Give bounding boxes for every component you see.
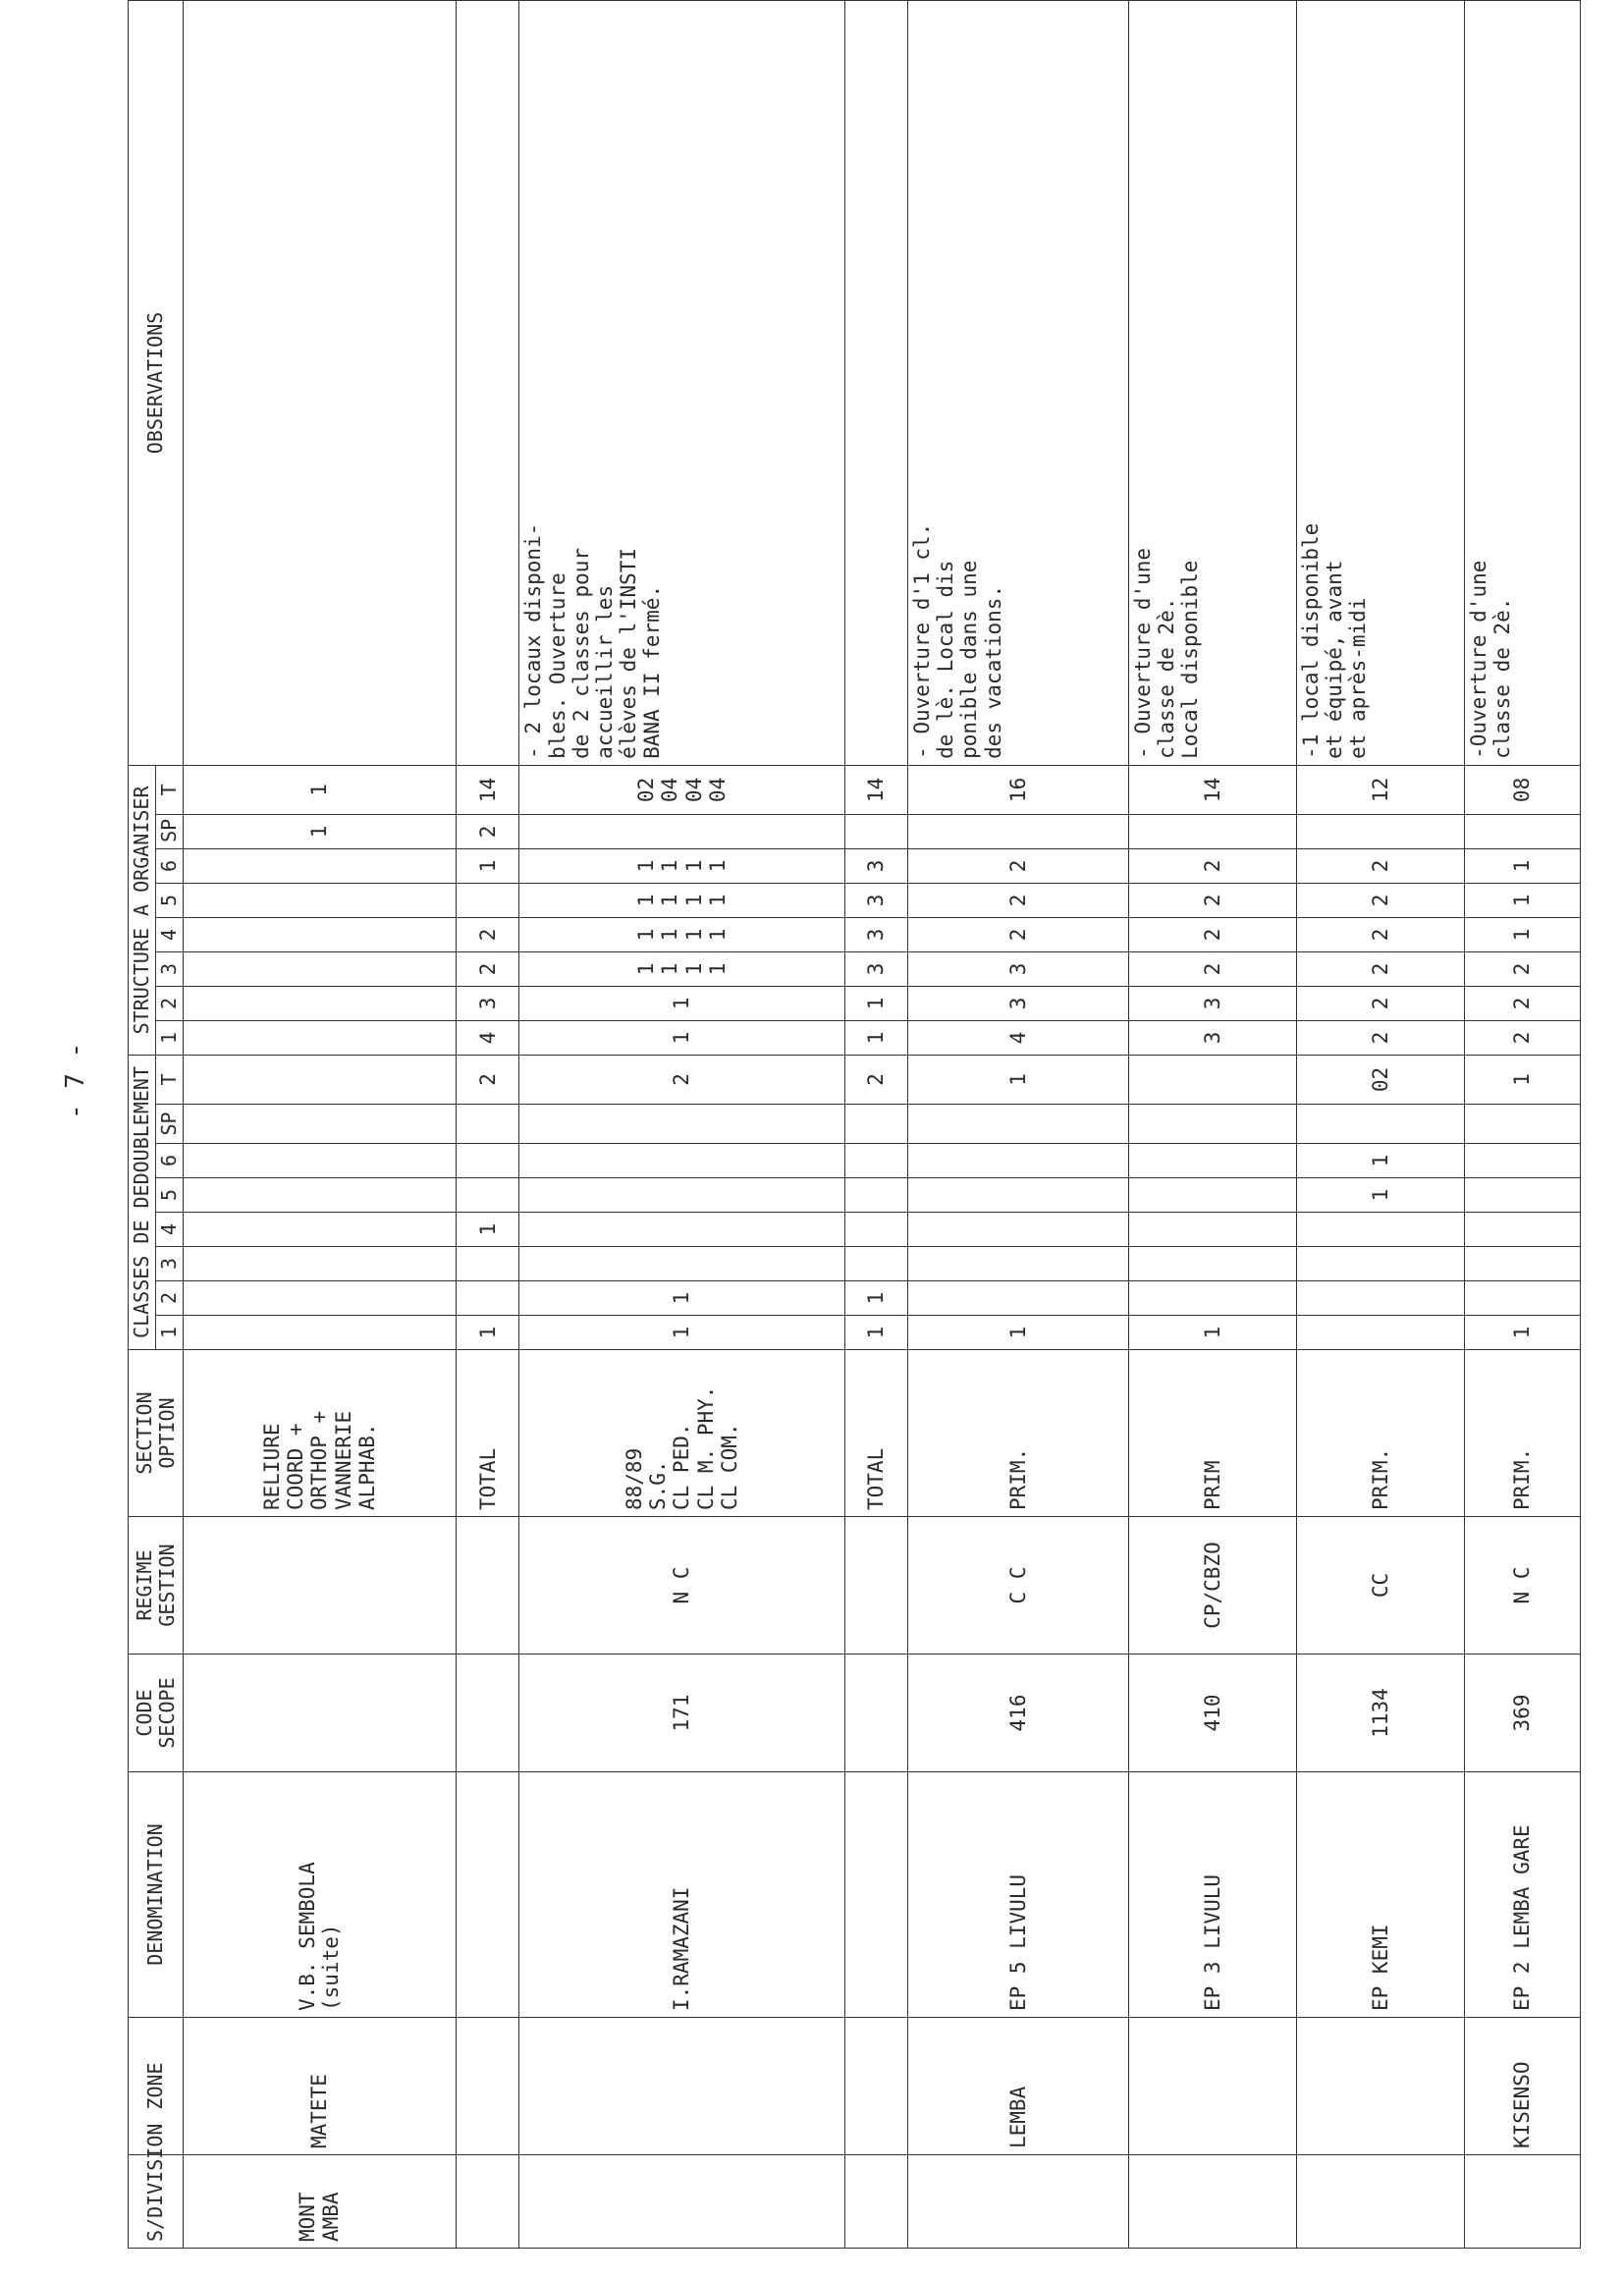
- cell-observations: - Ouverture d'1 cl. de lè. Local dis ponible dans une des vacations.: [908, 1, 1129, 766]
- cell-st-3: 2: [908, 917, 1129, 951]
- cell-observations: [184, 1, 457, 766]
- cell-dd-4: [844, 1178, 907, 1213]
- cell-section: PRIM.: [908, 1350, 1129, 1517]
- cell-st-6: [908, 814, 1129, 848]
- page-number: - 7 -: [61, 1042, 90, 1119]
- cell-denomination: EP 3 LIVULU: [1128, 1772, 1296, 2018]
- cell-st-4: [184, 883, 457, 917]
- cell-st-3: 1: [1465, 917, 1581, 951]
- cell-regime: [184, 1517, 457, 1655]
- cell-st-4: 2: [908, 883, 1129, 917]
- cell-st-0: 2: [1296, 1020, 1464, 1055]
- cell-section: RELIURE COORD + ORTHOP + VANNERIE ALPHAB.: [184, 1350, 457, 1517]
- cell-st-4: 2: [1296, 883, 1464, 917]
- cell-st-4: 1 1 1 1: [519, 883, 844, 917]
- cell-st-7: 1: [184, 765, 457, 814]
- cell-dd-4: [908, 1178, 1129, 1213]
- cell-dd-6: [1296, 1105, 1464, 1144]
- cell-dd-3: [844, 1213, 907, 1247]
- header-code: CODE SECOPE: [129, 1655, 184, 1772]
- cell-st-5: 2: [1296, 848, 1464, 883]
- cell-st-6: [844, 814, 907, 848]
- cell-dd-1: 1: [844, 1281, 907, 1316]
- cell-observations: - Ouverture d'une classe de 2è. Local disponible: [1128, 1, 1296, 766]
- cell-dd-3: [184, 1213, 457, 1247]
- header-sdivision: S/DIVISION: [129, 2155, 184, 2249]
- cell-sdivision: [908, 2155, 1129, 2249]
- subheader-st-6: 6: [156, 848, 184, 883]
- cell-st-4: 2: [1128, 883, 1296, 917]
- cell-denomination: EP 5 LIVULU: [908, 1772, 1129, 2018]
- cell-dd-4: [184, 1178, 457, 1213]
- cell-st-5: 1: [1465, 848, 1581, 883]
- cell-dd-7: 02: [1296, 1055, 1464, 1104]
- cell-dd-2: [1296, 1247, 1464, 1281]
- cell-dd-0: 1: [1465, 1316, 1581, 1350]
- cell-zone: [519, 2018, 844, 2155]
- subheader-st-1: 1: [156, 1020, 184, 1055]
- subheader-dd-sp: SP: [156, 1105, 184, 1144]
- cell-dd-5: [908, 1144, 1129, 1178]
- cell-dd-1: [908, 1281, 1129, 1316]
- cell-dd-6: [1465, 1105, 1581, 1144]
- cell-sdivision: [1296, 2155, 1464, 2249]
- subheader-dd-4: 4: [156, 1213, 184, 1247]
- cell-observations: -Ouverture d'une classe de 2è.: [1465, 1, 1581, 766]
- cell-dd-5: [1465, 1144, 1581, 1178]
- cell-st-7: 02 04 04 04: [519, 765, 844, 814]
- cell-st-1: [184, 986, 457, 1020]
- cell-regime: N C: [1465, 1517, 1581, 1655]
- cell-dd-4: [1465, 1178, 1581, 1213]
- cell-dd-3: 1: [456, 1213, 518, 1247]
- cell-st-0: 4: [456, 1020, 518, 1055]
- cell-dd-5: [519, 1144, 844, 1178]
- cell-sdivision: [1465, 2155, 1581, 2249]
- cell-dd-0: 1: [908, 1316, 1129, 1350]
- cell-st-3: 2: [1128, 917, 1296, 951]
- cell-st-2: 3: [908, 951, 1129, 986]
- cell-st-1: 1: [519, 986, 844, 1020]
- cell-zone: [844, 2018, 907, 2155]
- cell-dd-0: [1296, 1316, 1464, 1350]
- cell-code: [844, 1655, 907, 1772]
- cell-st-2: 2: [456, 951, 518, 986]
- cell-section: 88/89 S.G. CL PED. CL M. PHY. CL COM.: [519, 1350, 844, 1517]
- cell-st-4: 3: [844, 883, 907, 917]
- subheader-dd-t: T: [156, 1055, 184, 1104]
- cell-sdivision: [519, 2155, 844, 2249]
- cell-dd-4: [1128, 1178, 1296, 1213]
- cell-regime: N C: [519, 1517, 844, 1655]
- cell-dd-7: 1: [908, 1055, 1129, 1104]
- cell-dd-2: [1128, 1247, 1296, 1281]
- cell-sdivision: [1128, 2155, 1296, 2249]
- cell-st-0: 4: [908, 1020, 1129, 1055]
- cell-st-5: 2: [1128, 848, 1296, 883]
- cell-st-0: 3: [1128, 1020, 1296, 1055]
- cell-zone: [1296, 2018, 1464, 2155]
- cell-dd-1: [184, 1281, 457, 1316]
- cell-section: PRIM.: [1465, 1350, 1581, 1517]
- cell-zone: KISENSO: [1465, 2018, 1581, 2155]
- cell-st-1: 2: [1296, 986, 1464, 1020]
- cell-observations: -1 local disponible et équipé, avant et après-midi: [1296, 1, 1464, 766]
- table-row: [844, 1, 907, 2249]
- cell-code: 369: [1465, 1655, 1581, 1772]
- cell-code: [184, 1655, 457, 1772]
- cell-section: PRIM: [1128, 1350, 1296, 1517]
- cell-sdivision: [844, 2155, 907, 2249]
- cell-dd-6: [519, 1105, 844, 1144]
- cell-section: TOTAL: [456, 1350, 518, 1517]
- header-denomination: DENOMINATION: [129, 1772, 184, 2018]
- table-row: [908, 1, 1129, 2249]
- cell-st-3: 2: [456, 917, 518, 951]
- cell-st-6: [1128, 814, 1296, 848]
- cell-dd-2: [456, 1247, 518, 1281]
- cell-st-6: 1: [184, 814, 457, 848]
- header-section: SECTION OPTION: [129, 1350, 184, 1517]
- table-row: [1296, 1, 1464, 2249]
- cell-dd-5: [456, 1144, 518, 1178]
- table-body: [184, 1, 1581, 2249]
- cell-st-5: 1: [456, 848, 518, 883]
- cell-regime: CP/CBZO: [1128, 1517, 1296, 1655]
- cell-sdivision: [456, 2155, 518, 2249]
- subheader-st-t: T: [156, 765, 184, 814]
- table-row: [456, 1, 518, 2249]
- cell-dd-4: [456, 1178, 518, 1213]
- cell-dd-6: [844, 1105, 907, 1144]
- cell-st-7: 08: [1465, 765, 1581, 814]
- cell-dd-7: [184, 1055, 457, 1104]
- cell-dd-1: 1: [519, 1281, 844, 1316]
- cell-code: [456, 1655, 518, 1772]
- subheader-dd-1: 1: [156, 1316, 184, 1350]
- cell-st-2: 3: [844, 951, 907, 986]
- cell-regime: [456, 1517, 518, 1655]
- cell-dd-1: [456, 1281, 518, 1316]
- cell-denomination: V.B. SEMBOLA (suite): [184, 1772, 457, 2018]
- cell-dd-7: 2: [519, 1055, 844, 1104]
- cell-dd-0: [184, 1316, 457, 1350]
- header-classes-dedoublement: CLASSES DE DEDOUBLEMENT: [129, 1055, 156, 1349]
- cell-zone: [1128, 2018, 1296, 2155]
- subheader-dd-5: 5: [156, 1178, 184, 1213]
- cell-st-7: 14: [456, 765, 518, 814]
- cell-dd-7: [1128, 1055, 1296, 1104]
- cell-dd-3: [1128, 1213, 1296, 1247]
- cell-denomination: EP 2 LEMBA GARE: [1465, 1772, 1581, 2018]
- cell-st-6: [519, 814, 844, 848]
- cell-zone: [456, 2018, 518, 2155]
- cell-st-7: 14: [844, 765, 907, 814]
- table-row: [519, 1, 844, 2249]
- subheader-st-5: 5: [156, 883, 184, 917]
- cell-dd-2: [844, 1247, 907, 1281]
- cell-st-0: [184, 1020, 457, 1055]
- cell-st-4: [456, 883, 518, 917]
- cell-st-2: 2: [1296, 951, 1464, 986]
- cell-dd-2: [1465, 1247, 1581, 1281]
- cell-st-2: [184, 951, 457, 986]
- cell-dd-6: [908, 1105, 1129, 1144]
- table-row: [1465, 1, 1581, 2249]
- subheader-dd-2: 2: [156, 1281, 184, 1316]
- subheader-st-4: 4: [156, 917, 184, 951]
- cell-dd-0: 1: [844, 1316, 907, 1350]
- cell-dd-3: [1296, 1213, 1464, 1247]
- cell-st-3: 3: [844, 917, 907, 951]
- cell-st-2: 2: [1465, 951, 1581, 986]
- cell-dd-7: 2: [456, 1055, 518, 1104]
- cell-st-6: [1465, 814, 1581, 848]
- cell-section: TOTAL: [844, 1350, 907, 1517]
- cell-dd-5: [184, 1144, 457, 1178]
- cell-dd-3: [908, 1213, 1129, 1247]
- cell-st-1: 2: [1465, 986, 1581, 1020]
- cell-dd-0: 1: [456, 1316, 518, 1350]
- cell-st-1: 3: [456, 986, 518, 1020]
- cell-dd-3: [1465, 1213, 1581, 1247]
- cell-regime: C C: [908, 1517, 1129, 1655]
- cell-code: 171: [519, 1655, 844, 1772]
- cell-zone: LEMBA: [908, 2018, 1129, 2155]
- cell-dd-5: [844, 1144, 907, 1178]
- cell-st-7: 14: [1128, 765, 1296, 814]
- cell-dd-2: [519, 1247, 844, 1281]
- cell-st-0: 1: [519, 1020, 844, 1055]
- cell-code: 416: [908, 1655, 1129, 1772]
- cell-st-5: [184, 848, 457, 883]
- cell-dd-3: [519, 1213, 844, 1247]
- cell-dd-7: 2: [844, 1055, 907, 1104]
- rotated-table-container: [128, 0, 1581, 2249]
- cell-st-3: [184, 917, 457, 951]
- cell-st-0: 2: [1465, 1020, 1581, 1055]
- cell-denomination: [456, 1772, 518, 2018]
- cell-sdivision: MONT AMBA: [184, 2155, 457, 2249]
- header-regime: REGIME GESTION: [129, 1517, 184, 1655]
- cell-st-7: 12: [1296, 765, 1464, 814]
- cell-dd-6: [456, 1105, 518, 1144]
- header-row: [129, 1, 156, 2249]
- cell-st-6: [1296, 814, 1464, 848]
- cell-st-5: 3: [844, 848, 907, 883]
- cell-st-5: 2: [908, 848, 1129, 883]
- cell-st-6: 2: [456, 814, 518, 848]
- cell-st-2: 1 1 1 1: [519, 951, 844, 986]
- cell-observations: [456, 1, 518, 766]
- cell-dd-2: [184, 1247, 457, 1281]
- subheader-dd-6: 6: [156, 1144, 184, 1178]
- table-row: [184, 1, 457, 2249]
- cell-st-2: 2: [1128, 951, 1296, 986]
- cell-regime: CC: [1296, 1517, 1464, 1655]
- cell-dd-1: [1128, 1281, 1296, 1316]
- subheader-st-3: 3: [156, 951, 184, 986]
- cell-st-4: 1: [1465, 883, 1581, 917]
- cell-dd-6: [184, 1105, 457, 1144]
- cell-denomination: I.RAMAZANI: [519, 1772, 844, 2018]
- subheader-st-2: 2: [156, 986, 184, 1020]
- cell-st-1: 3: [1128, 986, 1296, 1020]
- cell-dd-4: [519, 1178, 844, 1213]
- cell-st-7: 16: [908, 765, 1129, 814]
- cell-dd-7: 1: [1465, 1055, 1581, 1104]
- header-observations: OBSERVATIONS: [129, 1, 184, 766]
- cell-dd-6: [1128, 1105, 1296, 1144]
- cell-dd-0: 1: [1128, 1316, 1296, 1350]
- header-structure: STRUCTURE A ORGANISER: [129, 765, 156, 1055]
- cell-dd-5: 1: [1296, 1144, 1464, 1178]
- cell-observations: [844, 1, 907, 766]
- cell-observations: - 2 locaux disponi- bles. Ouverture de 2 classes pour accueillir les élèves de l'INSTI BANA II fermé.: [519, 1, 844, 766]
- school-structure-table: [128, 0, 1581, 2249]
- cell-dd-4: 1: [1296, 1178, 1464, 1213]
- cell-regime: [844, 1517, 907, 1655]
- cell-denomination: [844, 1772, 907, 2018]
- cell-zone: MATETE: [184, 2018, 457, 2155]
- cell-code: 410: [1128, 1655, 1296, 1772]
- cell-code: 1134: [1296, 1655, 1464, 1772]
- cell-st-1: 1: [844, 986, 907, 1020]
- cell-denomination: EP KEMI: [1296, 1772, 1464, 2018]
- cell-section: PRIM.: [1296, 1350, 1464, 1517]
- cell-st-5: 1 1 1 1: [519, 848, 844, 883]
- table-row: [1128, 1, 1296, 2249]
- cell-st-1: 3: [908, 986, 1129, 1020]
- cell-dd-5: [1128, 1144, 1296, 1178]
- subheader-st-sp: SP: [156, 814, 184, 848]
- subheader-dd-3: 3: [156, 1247, 184, 1281]
- cell-dd-2: [908, 1247, 1129, 1281]
- cell-dd-1: [1465, 1281, 1581, 1316]
- header-zone: ZONE: [129, 2018, 184, 2155]
- cell-st-0: 1: [844, 1020, 907, 1055]
- cell-st-3: 2: [1296, 917, 1464, 951]
- cell-dd-1: [1296, 1281, 1464, 1316]
- cell-st-3: 1 1 1 1: [519, 917, 844, 951]
- cell-dd-0: 1: [519, 1316, 844, 1350]
